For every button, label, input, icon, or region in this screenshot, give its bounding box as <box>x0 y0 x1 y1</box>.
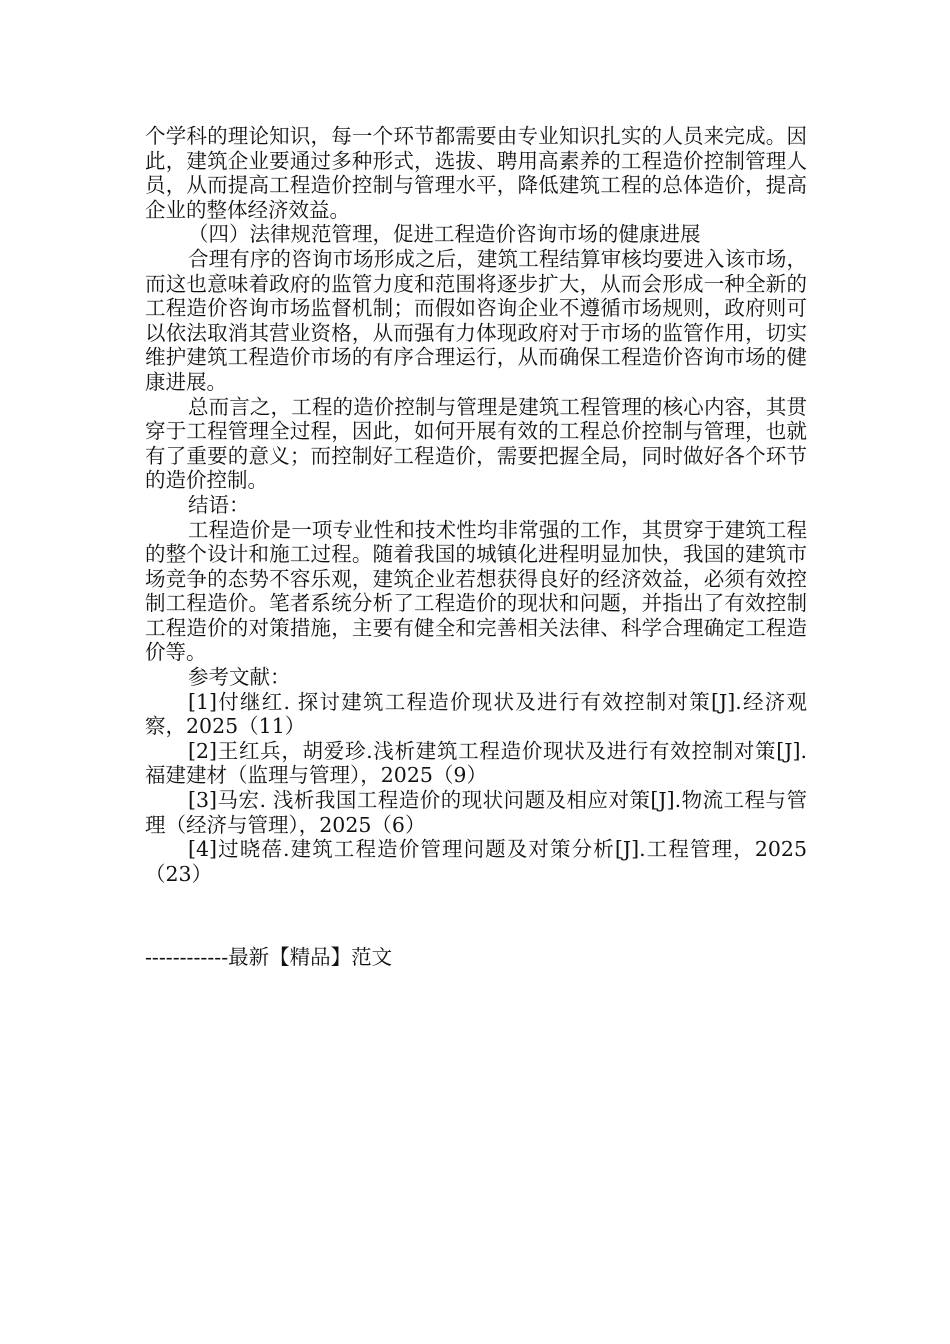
document-body <box>145 124 807 886</box>
conclusion-heading: 结语： <box>188 492 250 517</box>
paragraph-conclusion: 工程造价是一项专业性和技术性均非常强的工作，其贯穿于建筑工程的整个设计和施工过程。随着我国的城镇化进程明显加快，我国的建筑市场竞争的态势不容乐观，建筑企业若想获得良好的经济效益，必须有效控制工程造价。笔者系统分析了工程造价的现状和问题，并指出了有效控制工程造价的对策措施，主要有健全和完善相关法律、科学合理确定工程造价等。 <box>145 517 807 665</box>
reference-item-3: [3]马宏. 浅析我国工程造价的现状问题及相应对策[J].物流工程与管理（经济与管理），2025（6） <box>145 788 807 837</box>
footer-tagline: ------------最新【精品】范文 <box>145 945 393 969</box>
paragraph-market-regulation: 合理有序的咨询市场形成之后，建筑工程结算审核均要进入该市场，而这也意味着政府的监管力度和范围将逐步扩大，从而会形成一种全新的工程造价咨询市场监督机制；而假如咨询企业不遵循市场规则，政府则可以依法取消其营业资格，从而强有力体现政府对于市场的监管作用，切实维护建筑工程造价市场的有序合理运行，从而确保工程造价咨询市场的健康进展。 <box>145 246 807 394</box>
reference-item-1: [1]付继红. 探讨建筑工程造价现状及进行有效控制对策[J].经济观察，2025（11） <box>145 689 807 739</box>
paragraph-continuation: 个学科的理论知识，每一个环节都需要由专业知识扎实的人员来完成。因此，建筑企业要通过多种形式，选拔、聘用高素养的工程造价控制管理人员，从而提高工程造价控制与管理水平，降低建筑工程的总体造价，提高企业的整体经济效益。 <box>145 124 807 222</box>
reference-item-4: [4]过晓蓓.建筑工程造价管理问题及对策分析[J].工程管理，2025（23） <box>145 837 807 886</box>
reference-item-2: [2]王红兵，胡爱珍.浅析建筑工程造价现状及进行有效控制对策[J].福建建材（监理与管理），2025（9） <box>145 738 807 788</box>
section-heading-4: （四）法律规范管理，促进工程造价咨询市场的健康进展 <box>188 222 701 247</box>
references-heading: 参考文献： <box>188 665 291 690</box>
paragraph-summary: 总而言之，工程的造价控制与管理是建筑工程管理的核心内容，其贯穿于工程管理全过程，因此，如何开展有效的工程总价控制与管理，也就有了重要的意义；而控制好工程造价，需要把握全局，同时做好各个环节的造价控制。 <box>145 394 807 493</box>
